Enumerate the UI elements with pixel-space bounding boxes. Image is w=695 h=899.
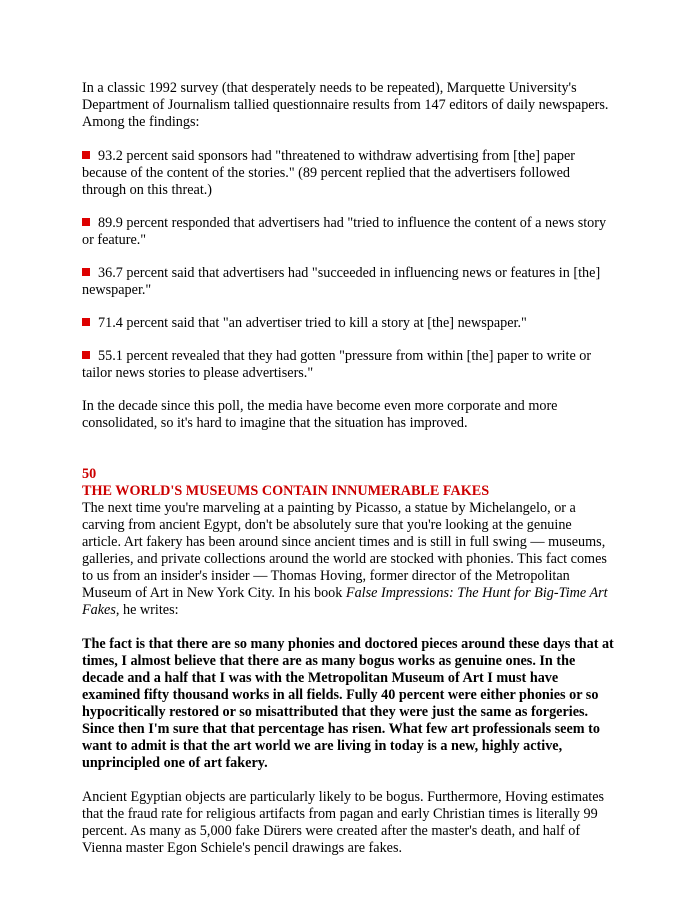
body-text-end: , he writes: [115, 602, 179, 618]
red-square-bullet-icon [82, 218, 90, 226]
intro-paragraph: In a classic 1992 survey (that desperately needs to be repeated), Marquette University's Department of Journalism tallied questionnaire results from 147 editors of daily newspapers. Among the findings: [82, 80, 609, 130]
document-page [82, 80, 614, 874]
finding-item [82, 315, 614, 332]
finding-item [82, 265, 614, 299]
red-square-bullet-icon [82, 351, 90, 359]
finding-text: 55.1 percent revealed that they had gotten "pressure from within [the] paper to write or tailor news stories to please advertisers." [82, 348, 592, 381]
book-title: False Impressions: The Hunt for Big-Time Art Fakes [82, 585, 608, 618]
finding-text: 36.7 percent said that advertisers had "succeeded in influencing news or features in [the] newspaper." [82, 265, 601, 298]
section-spacer [82, 449, 614, 466]
finding-item [82, 148, 614, 199]
finding-item [82, 348, 614, 382]
finding-text: 93.2 percent said sponsors had "threatened to withdraw advertising from [the] paper because of the content of the stories." (89 percent replied that the advertisers followed through on this threat.) [82, 148, 575, 198]
red-square-bullet-icon [82, 151, 90, 159]
section-number: 50 [82, 466, 97, 482]
finding-text: 89.9 percent responded that advertisers had "tried to influence the content of a news story or feature." [82, 215, 607, 248]
closing-paragraph: Ancient Egyptian objects are particularly likely to be bogus. Furthermore, Hoving estimates that the fraud rate for religious artifacts from pagan and early Christian times is literally 99 percent. As many as 5,000 fake Dürers were created after the master's death, and half of Vienna master Egon Schiele's pencil drawings are fakes. [82, 789, 605, 856]
red-square-bullet-icon [82, 268, 90, 276]
block-quote: The fact is that there are so many phonies and doctored pieces around these days that at times, I almost believe that there are as many bogus works as genuine ones. In the decade and a half that I was with the Metropolitan Museum of Art I must have examined fifty thousand works in all fields. Fully 40 percent were either phonies or so hypocritically restored or so misattributed that they were just the same as forgeries. Since then I'm sure that that percentage has risen. What few art professionals seem to want to admit is that the art world we are living in today is a new, highly active, unprincipled one of art fakery. [82, 636, 614, 771]
body-text: The next time you're marveling at a painting by Picasso, a statue by Michelangelo, or a carving from ancient Egypt, don't be absolutely sure that you're looking at the genuine article. Art fakery has been around since ancient times and is still in full swing — museums, galleries, and private collections around the world are stocked with phonies. This fact comes to us from an insider's insider — Thomas Hoving, former director of the Metropolitan Museum of Art in New York City. In his book [82, 500, 607, 601]
finding-text: 71.4 percent said that "an advertiser tried to kill a story at [the] newspaper." [98, 315, 527, 331]
section-title: THE WORLD'S MUSEUMS CONTAIN INNUMERABLE FAKES [82, 483, 490, 499]
red-square-bullet-icon [82, 318, 90, 326]
finding-item [82, 215, 614, 249]
section-body-paragraph [82, 500, 614, 619]
conclusion-paragraph: In the decade since this poll, the media have become even more corporate and more consolidated, so it's hard to imagine that the situation has improved. [82, 398, 558, 431]
